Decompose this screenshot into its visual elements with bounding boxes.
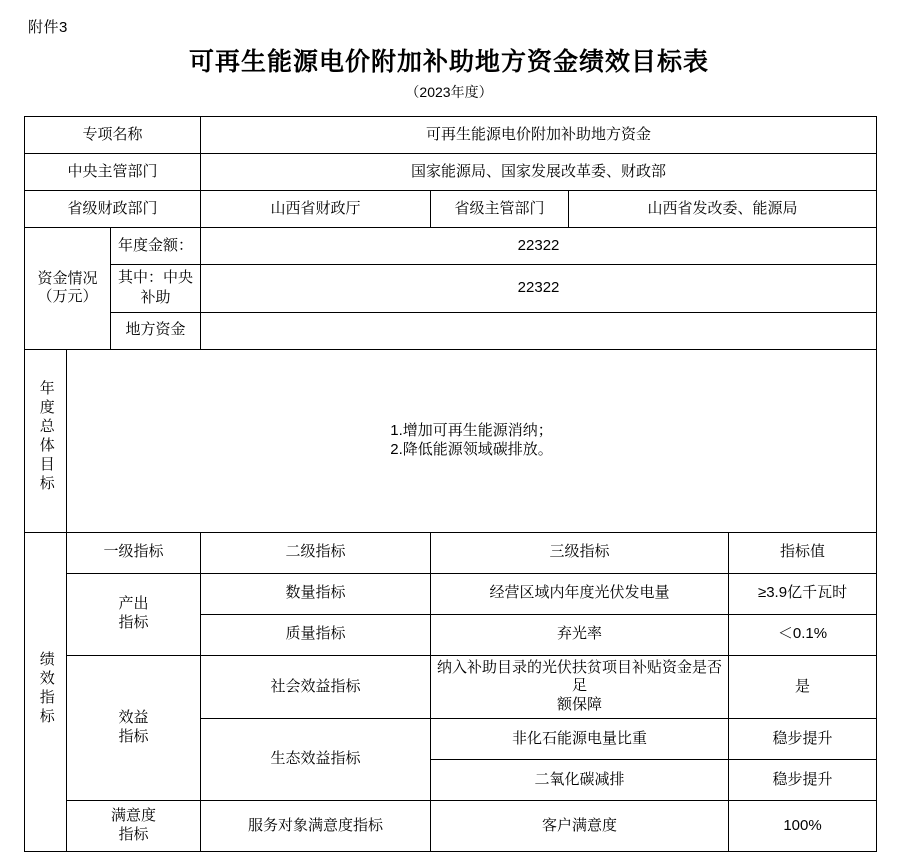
indicator-level1-benefit: 效益 指标 [67, 655, 201, 800]
indicator-value: 是 [729, 655, 877, 718]
indicator-level2: 质量指标 [201, 614, 431, 655]
funds-label [25, 228, 111, 350]
indicator-level2: 数量指标 [201, 573, 431, 614]
annual-amount-label: 年度金额： [111, 228, 201, 265]
indicator-value: ≥3.9亿千瓦时 [729, 573, 877, 614]
program-name-value: 可再生能源电价附加补助地方资金 [201, 117, 877, 154]
indicator-value: 稳步提升 [729, 718, 877, 759]
attachment-number: 附件3 [28, 19, 68, 36]
table-row [25, 228, 877, 265]
central-subsidy-label: 其中：中央补助 [111, 265, 201, 313]
central-subsidy-value: 22322 [201, 265, 877, 313]
indicator-header-level3: 三级指标 [431, 532, 729, 573]
indicator-level3: 经营区域内年度光伏发电量 [431, 573, 729, 614]
table-row [25, 532, 877, 573]
provincial-finance-value: 山西省财政厅 [201, 191, 431, 228]
local-funds-value [201, 312, 877, 349]
local-funds-label: 地方资金 [111, 312, 201, 349]
indicator-level1-satisfaction: 满意度 指标 [67, 800, 201, 851]
performance-target-table [24, 116, 877, 852]
table-row [25, 800, 877, 851]
table-row [25, 573, 877, 614]
annual-goal-label: 年度总体目标 [25, 349, 67, 532]
provincial-dept-value: 山西省发改委、能源局 [569, 191, 877, 228]
funds-label-line1: 资金情况 [37, 269, 98, 287]
table-row [25, 265, 877, 313]
funds-label-line2: （万元） [37, 288, 98, 306]
indicator-level1-output: 产出 指标 [67, 573, 201, 655]
indicator-level2: 生态效益指标 [201, 718, 431, 800]
page-title: 可再生能源电价附加补助地方资金绩效目标表 [188, 49, 709, 76]
indicator-level3: 非化石能源电量比重 [431, 718, 729, 759]
provincial-dept-label: 省级主管部门 [431, 191, 569, 228]
indicator-level3: 弃光率 [431, 614, 729, 655]
central-dept-label: 中央主管部门 [25, 154, 201, 191]
indicator-header-level1: 一级指标 [67, 532, 201, 573]
page-subtitle: （2023年度） [405, 84, 493, 100]
table-row [25, 191, 877, 228]
indicator-level3: 二氧化碳减排 [431, 759, 729, 800]
indicator-header-value: 指标值 [729, 532, 877, 573]
table-row [25, 349, 877, 532]
provincial-finance-label: 省级财政部门 [25, 191, 201, 228]
annual-goal-value [67, 349, 877, 532]
indicator-level2: 服务对象满意度指标 [201, 800, 431, 851]
annual-amount-value: 22322 [201, 228, 877, 265]
indicator-level3: 纳入补助目录的光伏扶贫项目补贴资金是否足 额保障 [431, 655, 729, 718]
indicator-header-level2: 二级指标 [201, 532, 431, 573]
annual-goal-line1: 1.增加可再生能源消纳； [390, 421, 553, 439]
performance-label: 绩效指标 [25, 532, 67, 851]
table-row [25, 117, 877, 154]
central-dept-value: 国家能源局、国家发展改革委、财政部 [201, 154, 877, 191]
annual-goal-line2: 2.降低能源领域碳排放。 [390, 440, 553, 458]
program-name-label: 专项名称 [25, 117, 201, 154]
indicator-level2: 社会效益指标 [201, 655, 431, 718]
table-row [25, 154, 877, 191]
table-row [25, 312, 877, 349]
indicator-level3: 客户满意度 [431, 800, 729, 851]
indicator-value: 稳步提升 [729, 759, 877, 800]
indicator-value: ＜0.1% [729, 614, 877, 655]
indicator-value: 100% [729, 800, 877, 851]
table-row [25, 655, 877, 718]
